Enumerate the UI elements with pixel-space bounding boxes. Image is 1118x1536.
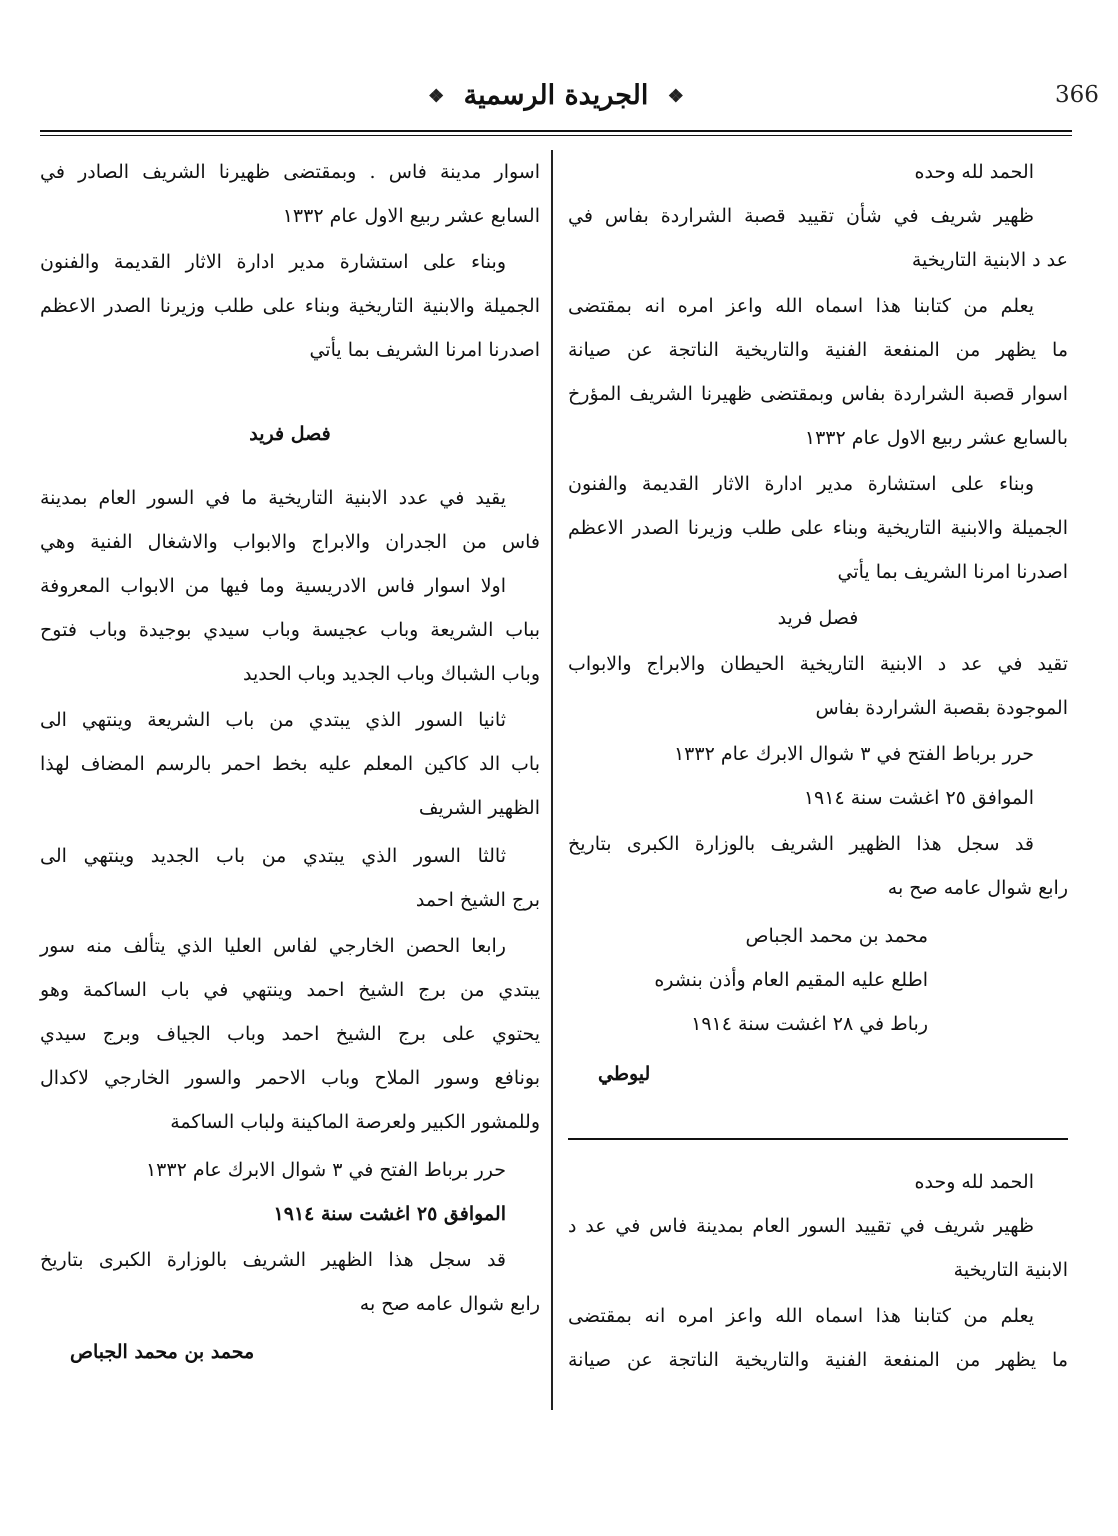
- list-item-cont: يحتوي على برج الشيخ احمد وباب الجياف وبرج سيدي: [40, 1023, 540, 1045]
- list-item: ثانيا السور الذي يبتدي من باب الشريعة وينتهي الى: [40, 709, 506, 731]
- body-line: الجميلة والابنية التاريخية وبناء على طلب وزيرنا الصدر الاعظم: [40, 295, 540, 317]
- decree-title: ظهير شريف في تقييد السور العام بمدينة فاس في عد د: [568, 1215, 1034, 1237]
- body-line: وبناء على استشارة مدير ادارة الاثار القديمة والفنون: [40, 251, 506, 273]
- registration-line: قد سجل هذا الظهير الشريف بالوزارة الكبرى بتاريخ: [40, 1249, 506, 1271]
- date-line: الموافق ٢٥ اغشت سنة ١٩١٤: [803, 787, 1034, 809]
- journal-title: الجريدة الرسمية: [463, 80, 649, 111]
- journal-title-block: [40, 80, 1072, 111]
- list-item-cont: وباب الشباك وباب الجديد وباب الحديد: [243, 663, 540, 685]
- date-line: حرر برباط الفتح في ٣ شوال الابرك عام ١٣٣٢: [673, 743, 1034, 765]
- body-line: يعلم من كتابنا هذا اسماه الله واعز امره انه بمقتضى: [568, 1305, 1034, 1327]
- date-line: حرر برباط الفتح في ٣ شوال الابرك عام ١٣٣٢: [145, 1159, 506, 1181]
- registration-line: رابع شوال عامه صح به: [887, 877, 1068, 899]
- column-divider: [551, 150, 553, 1410]
- decree-title: ظهير شريف في شأن تقييد قصبة الشراردة بفاس في: [568, 205, 1034, 227]
- page-number: 366: [1055, 82, 1099, 108]
- body-line: الموجودة بقصبة الشراردة بفاس: [815, 697, 1068, 719]
- date-line: الموافق ٢٥ اغشت سنة ١٩١٤: [273, 1203, 506, 1225]
- section-separator: [568, 1138, 1068, 1140]
- list-item: رابعا الحصن الخارجي لفاس العليا الذي يتألف منه سور: [40, 935, 506, 957]
- body-line: اصدرنا امرنا الشريف بما يأتي: [309, 339, 540, 361]
- body-line: يقيد في عدد الابنية التاريخية ما في السور العام بمدينة: [40, 487, 506, 509]
- list-item-cont: الظهير الشريف: [418, 797, 540, 819]
- section-heading: فصل فريد: [777, 607, 859, 629]
- list-item-cont: بباب الشريعة وباب عجيسة وباب سيدي بوجيدة وباب فتوح: [40, 619, 540, 641]
- list-item-cont: باب الد كاكين المعلم عليه بخط احمر بالرسم المضاف لهذا: [40, 753, 540, 775]
- registration-line: رابع شوال عامه صح به: [359, 1293, 540, 1315]
- resident-general-signature: ليوطي: [598, 1063, 651, 1085]
- header-rule-secondary: [40, 135, 1072, 136]
- list-item: اولا اسوار فاس الادريسية وما فيها من الابواب المعروفة: [40, 575, 506, 597]
- ornament-right-icon: ❖: [428, 86, 445, 107]
- ornament-left-icon: ❖: [667, 86, 684, 107]
- list-item-cont: يبتدي من برج الشيخ احمد وينتهي في باب الساكمة وهو: [40, 979, 540, 1001]
- body-line: اسوار قصبة الشراردة بفاس وبمقتضى ظهيرنا الشريف المؤرخ: [568, 383, 1068, 405]
- section-heading: فصل فريد: [249, 423, 331, 445]
- body-line: اصدرنا امرنا الشريف بما يأتي: [837, 561, 1068, 583]
- decree-opening: الحمد لله وحده: [914, 1171, 1034, 1193]
- body-line: ما يظهر من المنفعة الفنية والتاريخية الناتجة عن صيانة: [568, 339, 1068, 361]
- decree-title-cont: الابنية التاريخية: [953, 1259, 1068, 1281]
- body-line: بالسابع عشر ربيع الاول عام ١٣٣٢: [804, 427, 1068, 449]
- header-rule: [40, 130, 1072, 132]
- page-header: [40, 78, 1099, 128]
- left-column: [40, 150, 540, 1415]
- body-line: يعلم من كتابنا هذا اسماه الله واعز امره انه بمقتضى: [568, 295, 1034, 317]
- right-column: [568, 150, 1068, 1415]
- approval-date: رباط في ٢٨ اغشت سنة ١٩١٤: [691, 1013, 928, 1035]
- signatory-name: محمد بن محمد الجباص: [745, 925, 928, 947]
- registration-line: قد سجل هذا الظهير الشريف بالوزارة الكبرى بتاريخ: [568, 833, 1034, 855]
- decree-opening: الحمد لله وحده: [914, 161, 1034, 183]
- body-line: السابع عشر ربيع الاول عام ١٣٣٢: [282, 205, 540, 227]
- body-line: فاس من الجدران والابراج والابواب والاشغال الفنية وهي: [40, 531, 540, 553]
- body-line: تقيد في عد د الابنية التاريخية الحيطان والابراج والابواب: [568, 653, 1068, 675]
- signatory-name: محمد بن محمد الجباص: [70, 1341, 255, 1363]
- body-line: ما يظهر من المنفعة الفنية والتاريخية الناتجة عن صيانة: [568, 1349, 1068, 1371]
- approval-line: اطلع عليه المقيم العام وأذن بنشره: [654, 969, 928, 991]
- list-item-cont: برج الشيخ احمد: [415, 889, 540, 911]
- list-item: ثالثا السور الذي يبتدي من باب الجديد وينتهي الى: [40, 845, 506, 867]
- list-item-cont: وللمشور الكبير ولعرصة الماكينة ولباب الساكمة: [170, 1111, 540, 1133]
- body-line: اسوار مدينة فاس . وبمقتضى ظهيرنا الشريف الصادر في: [40, 161, 540, 183]
- body-line: الجميلة والابنية التاريخية وبناء على طلب وزيرنا الصدر الاعظم: [568, 517, 1068, 539]
- list-item-cont: بونافع وسور الملاح وباب الاحمر والسور الخارجي لاكدال: [40, 1067, 540, 1089]
- decree-title-cont: عد د الابنية التاريخية: [911, 249, 1068, 271]
- body-line: وبناء على استشارة مدير ادارة الاثار القديمة والفنون: [568, 473, 1034, 495]
